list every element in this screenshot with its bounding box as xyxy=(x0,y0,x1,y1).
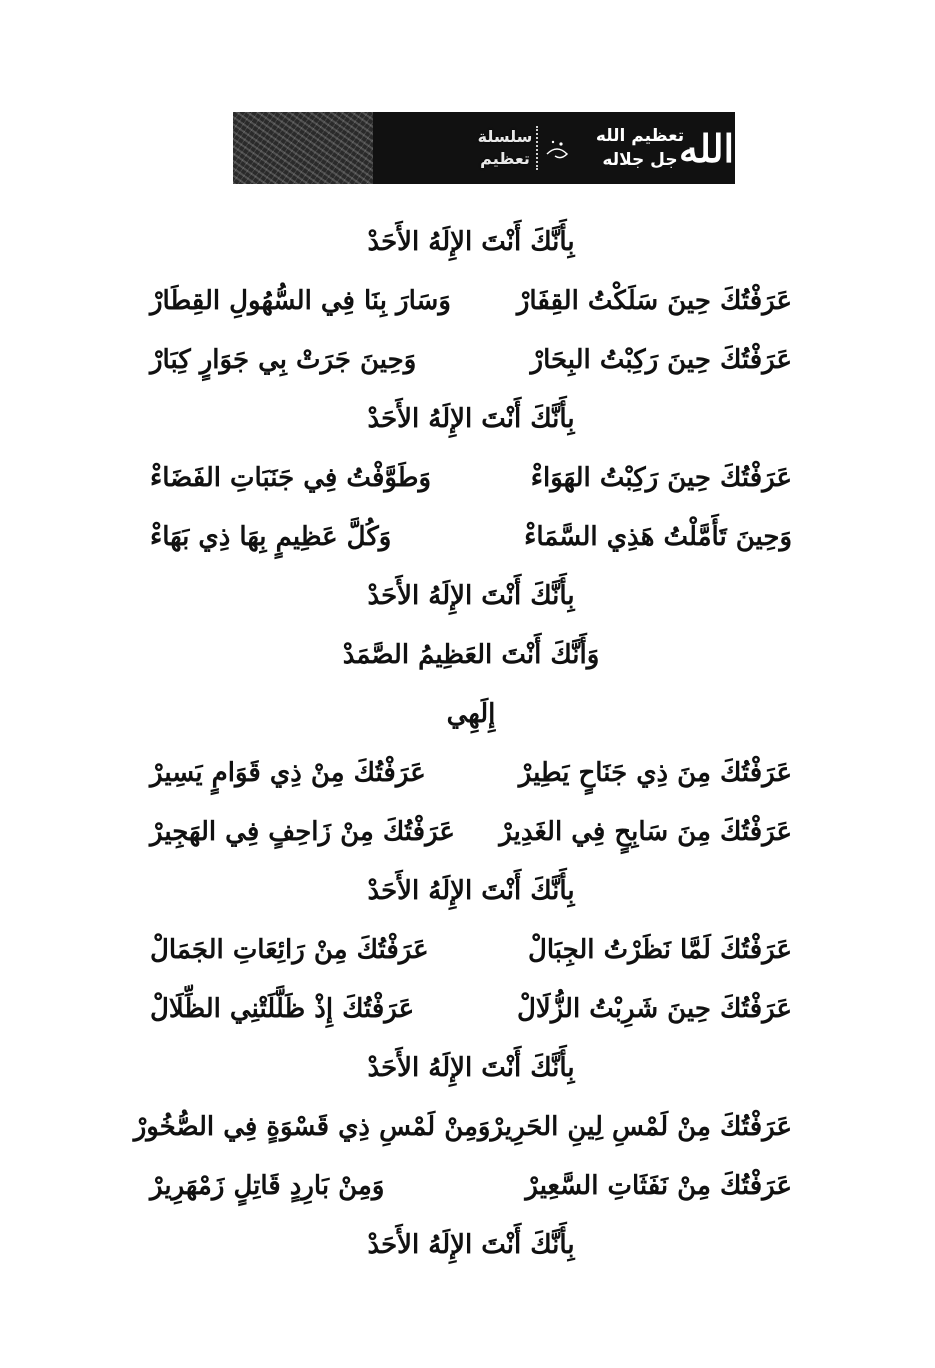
invocation-text: إِلَهِي xyxy=(446,698,496,729)
verse-second-half: وَسَارَ بِنَا فِي السُّهُولِ القِطَارْ xyxy=(150,285,451,316)
allah-calligraphy-logo xyxy=(539,118,735,178)
banner-title-line1: تعظيم الله xyxy=(595,126,685,146)
series-label xyxy=(465,112,545,184)
refrain-line xyxy=(150,1215,792,1274)
logo-text: الله xyxy=(679,126,735,171)
verse-second-half: وَكُلَّ عَظِيمٍ بِهَا ذِي بَهَاءْ xyxy=(150,521,392,552)
verse-second-half: وَمِنْ بَارِدٍ قَاتِلٍ زَمْهَرِيرْ xyxy=(150,1170,385,1201)
verse-first-half: وَحِينَ تَأَمَّلْتُ هَذِي السَّمَاءْ xyxy=(524,521,792,552)
verse-second-half: وَطَوَّفْتُ فِي جَنَبَاتِ الفَضَاءْ xyxy=(150,462,432,493)
banner-divider xyxy=(536,126,538,170)
verse-line xyxy=(150,743,792,802)
verse-first-half: عَرَفْتُكَ حِينَ شَرِبْتُ الزُّلَالْ xyxy=(516,993,792,1024)
verse-second-half: وَمِنْ لَمْسِ ذِي قَسْوَةٍ فِي الصُّخُورْ xyxy=(133,1111,491,1142)
refrain-text: بِأَنَّكَ أَنْتَ الإِلَهُ الأَحَدْ xyxy=(367,1052,575,1083)
verse-first-half: عَرَفْتُكَ مِنْ لَمْسِ لِينِ الحَرِيرْ xyxy=(490,1111,792,1142)
verse-second-half: عَرَفْتُكَ مِنْ زَاحِفٍ فِي الهَجِيرْ xyxy=(150,816,455,847)
refrain-text: بِأَنَّكَ أَنْتَ الإِلَهُ الأَحَدْ xyxy=(367,580,575,611)
verse-first-half: عَرَفْتُكَ حِينَ سَلَكْتُ القِفَارْ xyxy=(516,285,792,316)
banner-title-line2: جل جلاله xyxy=(602,150,678,170)
poem xyxy=(133,212,792,1274)
verse-second-half: عَرَفْتُكَ مِنْ ذِي قَوَامٍ يَسِيرْ xyxy=(150,757,426,788)
refrain-line xyxy=(150,566,792,625)
verse-first-half: عَرَفْتُكَ حِينَ رَكِبْتُ البِحَارْ xyxy=(530,344,792,375)
verse-line xyxy=(133,1097,792,1156)
verse-first-half: عَرَفْتُكَ مِنْ نَفَثَاتِ السَّعِيرْ xyxy=(525,1170,792,1201)
refrain-text: بِأَنَّكَ أَنْتَ الإِلَهُ الأَحَدْ xyxy=(367,403,575,434)
verse-second-half: عَرَفْتُكَ مِنْ رَائِعَاتِ الجَمَالْ xyxy=(150,934,429,965)
verse-first-half: عَرَفْتُكَ مِنَ سَابِحٍ فِي الغَدِيرْ xyxy=(499,816,792,847)
refrain-line xyxy=(150,389,792,448)
verse-line xyxy=(150,920,792,979)
refrain-line xyxy=(150,1038,792,1097)
verse-line xyxy=(150,448,792,507)
series-label-line2: تعظيم xyxy=(480,149,530,168)
verse-first-half: عَرَفْتُكَ حِينَ رَكِبْتُ الهَوَاءْ xyxy=(530,462,792,493)
header-banner xyxy=(233,112,735,184)
verse-first-half: عَرَفْتُكَ لَمَّا نَظَرْتُ الجِبَالْ xyxy=(527,934,792,965)
verse-second-half: وَحِينَ جَرَتْ بِي جَوَارٍ كِبَارْ xyxy=(150,344,417,375)
closing-text: وَأَنَّكَ أَنْتَ العَظِيمُ الصَّمَدْ xyxy=(342,639,600,670)
verse-line xyxy=(150,271,792,330)
verse-line xyxy=(150,507,792,566)
verse-line xyxy=(150,1156,792,1215)
series-label-line1: سلسلة xyxy=(477,127,533,146)
refrain-line xyxy=(150,212,792,271)
refrain-text: بِأَنَّكَ أَنْتَ الإِلَهُ الأَحَدْ xyxy=(367,226,575,257)
calligraphy-logo-icon xyxy=(539,118,735,178)
verse-second-half: عَرَفْتُكَ إِذْ ظَلَّلَتْنِي الظِّلَالْ xyxy=(150,993,415,1024)
refrain-text: بِأَنَّكَ أَنْتَ الإِلَهُ الأَحَدْ xyxy=(367,875,575,906)
banner-texture xyxy=(233,112,373,184)
invocation-line xyxy=(150,684,792,743)
verse-first-half: عَرَفْتُكَ مِنَ ذِي جَنَاحٍ يَطِيرْ xyxy=(518,757,792,788)
verse-line xyxy=(150,979,792,1038)
refrain-text: بِأَنَّكَ أَنْتَ الإِلَهُ الأَحَدْ xyxy=(367,1229,575,1260)
closing-line xyxy=(150,625,792,684)
refrain-line xyxy=(150,861,792,920)
verse-line xyxy=(150,330,792,389)
verse-line xyxy=(150,802,792,861)
